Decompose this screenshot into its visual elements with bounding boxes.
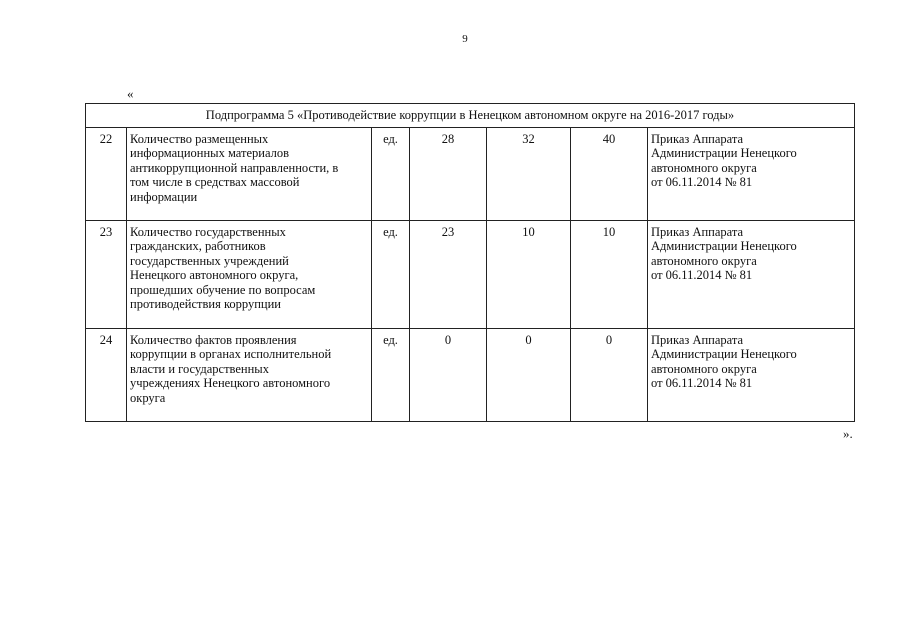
closing-quote-mark: ». xyxy=(843,426,853,441)
indicator-name: Количество размещенных информационных материалов антикоррупционной направленности, в том числе в средствах массовой информации xyxy=(127,127,372,220)
value-col-3: 40 xyxy=(571,127,648,220)
table-row xyxy=(86,127,855,220)
table-row xyxy=(86,220,855,328)
value-col-2: 32 xyxy=(487,127,571,220)
value-col-1: 0 xyxy=(410,328,487,421)
indicator-name: Количество фактов проявления коррупции в органах исполнительной власти и государственных учреждениях Ненецкого автономного округа xyxy=(127,328,372,421)
row-number: 22 xyxy=(86,127,127,220)
subprogram-header-row xyxy=(86,104,855,128)
opening-quote-mark: « xyxy=(127,86,134,101)
unit: ед. xyxy=(372,220,410,328)
source-document: Приказ Аппарата Администрации Ненецкого автономного округа от 06.11.2014 № 81 xyxy=(648,220,855,328)
page-number: 9 xyxy=(462,33,468,45)
value-col-2: 0 xyxy=(487,328,571,421)
row-number: 23 xyxy=(86,220,127,328)
subprogram-title: Подпрограмма 5 «Противодействие коррупции в Ненецком автономном округе на 2016-2017 годы» xyxy=(86,104,855,128)
row-number: 24 xyxy=(86,328,127,421)
source-document: Приказ Аппарата Администрации Ненецкого автономного округа от 06.11.2014 № 81 xyxy=(648,127,855,220)
indicators-table xyxy=(85,103,855,422)
value-col-1: 28 xyxy=(410,127,487,220)
value-col-2: 10 xyxy=(487,220,571,328)
value-col-3: 10 xyxy=(571,220,648,328)
value-col-3: 0 xyxy=(571,328,648,421)
source-document: Приказ Аппарата Администрации Ненецкого автономного округа от 06.11.2014 № 81 xyxy=(648,328,855,421)
unit: ед. xyxy=(372,328,410,421)
unit: ед. xyxy=(372,127,410,220)
indicator-name: Количество государственных гражданских, работников государственных учреждений Ненецкого автономного округа, прошедших обучение по вопросам противодействия коррупции xyxy=(127,220,372,328)
value-col-1: 23 xyxy=(410,220,487,328)
table-row xyxy=(86,328,855,421)
